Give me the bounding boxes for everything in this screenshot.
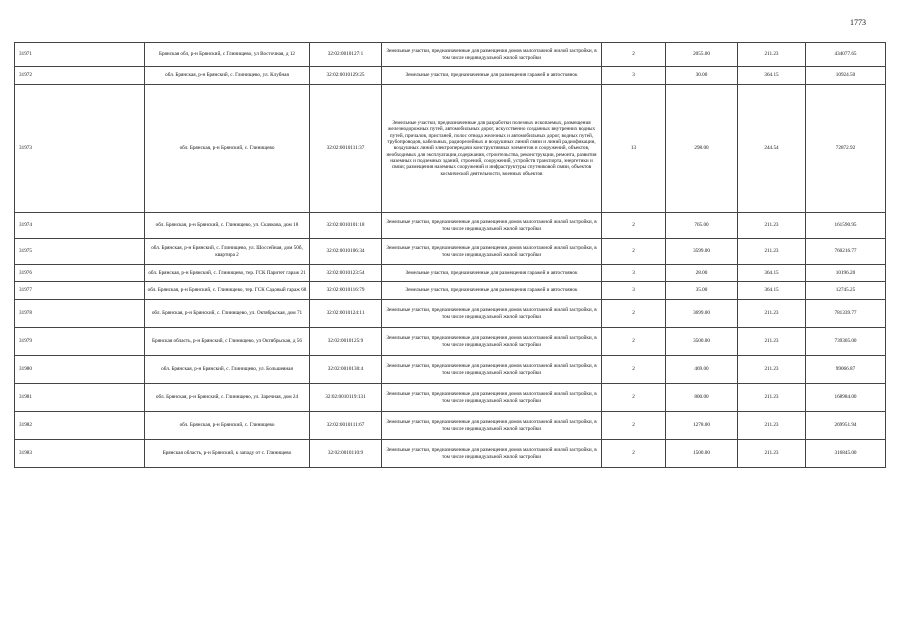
table-row (15, 239, 886, 265)
cell-area: 800.00 (666, 384, 738, 412)
cell-id: 31977 (15, 282, 145, 300)
cell-land-purpose: Земельные участки, предназначенные для размещения гаражей и автостоянок (382, 265, 602, 282)
cell-area: 765.00 (666, 213, 738, 239)
cell-address: обл. Брянская, р-н Брянский, с. Глинищево, ул. Октябрьская, дом 71 (145, 300, 310, 328)
cell-id: 31972 (15, 67, 145, 85)
cell-group: 2 (602, 213, 666, 239)
cell-area: 28.00 (666, 265, 738, 282)
cell-rate: 211.23 (738, 213, 806, 239)
cell-land-purpose: Земельные участки, предназначенные для разработки полезных ископаемых, размещения железнодорожных путей, автомобильных дорог, искусственно созданных внутренних водных путей, причалов, пристаней, полос отвода железных и автомобильных дорог, водных путей, трубопроводов, кабельных, радиорелейных и воздушных линий связи и линий радиофикации, воздушных линий электропередачи конструктивных элементов и сооружений, объектов, необходимых для эксплуатации,содержания, строительства, реконструкции, ремонта, развития наземных и подземных зданий, строений, сооружений, устройств транспорта, энергетики и связи; размещения наземных сооружений и инфраструктуры спутниковой связи, объектов космической деятельности, военных объектов (382, 85, 602, 213)
cell-land-purpose: Земельные участки, предназначенные для размещения домов малоэтажной жилой застройки, в том числе индивидуальной жилой застройки (382, 440, 602, 468)
cell-rate: 244.54 (738, 85, 806, 213)
cell-group: 2 (602, 384, 666, 412)
cell-area: 3500.00 (666, 328, 738, 356)
table-row (15, 213, 886, 239)
cell-address: обл. Брянская, р-н Брянский, с. Глинищево, ул. Заречная, дом 24 (145, 384, 310, 412)
cell-rate: 364.15 (738, 67, 806, 85)
cell-rate: 211.23 (738, 300, 806, 328)
cell-id: 31971 (15, 43, 145, 67)
cell-rate: 211.23 (738, 43, 806, 67)
cell-land-purpose: Земельные участки, предназначенные для размещения домов малоэтажной жилой застройки, в том числе индивидуальной жилой застройки (382, 384, 602, 412)
cell-group: 3 (602, 282, 666, 300)
cell-cadastral-number: 32:02:0010111:37 (310, 85, 382, 213)
cell-id: 31983 (15, 440, 145, 468)
cell-cadastral-number: 32:02:0010127:1 (310, 43, 382, 67)
cell-area: 30.00 (666, 67, 738, 85)
cell-land-purpose: Земельные участки, предназначенные для размещения домов малоэтажной жилой застройки, в том числе индивидуальной жилой застройки (382, 356, 602, 384)
cell-area: 35.00 (666, 282, 738, 300)
cell-id: 31975 (15, 239, 145, 265)
table-row (15, 282, 886, 300)
cell-group: 3 (602, 265, 666, 282)
cell-rate: 211.23 (738, 412, 806, 440)
cell-group: 2 (602, 239, 666, 265)
cell-cadastral-value: 168984.00 (806, 384, 886, 412)
table-row (15, 265, 886, 282)
cell-rate: 211.23 (738, 239, 806, 265)
cell-cadastral-number: 32:02:0010101:18 (310, 213, 382, 239)
cell-cadastral-number: 32:02:0010129:25 (310, 67, 382, 85)
cell-rate: 364.15 (738, 265, 806, 282)
cell-cadastral-number: 32:02:0010125:9 (310, 328, 382, 356)
cell-address: обл. Брянская, р-н Брянский, с. Глинищево, ул. Большевная (145, 356, 310, 384)
cell-id: 31982 (15, 412, 145, 440)
cell-land-purpose: Земельные участки, предназначенные для размещения домов малоэтажной жилой застройки, в том числе индивидуальной жилой застройки (382, 213, 602, 239)
cell-cadastral-number: 32:02:0010130:4 (310, 356, 382, 384)
cell-id: 31976 (15, 265, 145, 282)
cell-area: 2055.00 (666, 43, 738, 67)
cell-address: обл. Брянская, р-н Брянский, с. Глинищево (145, 412, 310, 440)
cell-group: 13 (602, 85, 666, 213)
cell-cadastral-value: 760216.77 (806, 239, 886, 265)
cell-cadastral-number: 32:02:0010106:34 (310, 239, 382, 265)
cell-cadastral-value: 739305.00 (806, 328, 886, 356)
table-row (15, 384, 886, 412)
cell-address: обл. Брянская, р-н Брянский, с. Глинищево, ул. Клубная (145, 67, 310, 85)
cell-land-purpose: Земельные участки, предназначенные для размещения домов малоэтажной жилой застройки, в том числе индивидуальной жилой застройки (382, 43, 602, 67)
cell-rate: 364.15 (738, 282, 806, 300)
cell-group: 2 (602, 440, 666, 468)
cell-land-purpose: Земельные участки, предназначенные для размещения гаражей и автостоянок (382, 282, 602, 300)
cell-cadastral-number: 32:02:0010124:11 (310, 300, 382, 328)
cell-land-purpose: Земельные участки, предназначенные для размещения домов малоэтажной жилой застройки, в том числе индивидуальной жилой застройки (382, 412, 602, 440)
table-row (15, 43, 886, 67)
table-row (15, 412, 886, 440)
page-number: 1773 (850, 18, 866, 27)
table-row (15, 67, 886, 85)
cell-land-purpose: Земельные участки, предназначенные для размещения домов малоэтажной жилой застройки, в том числе индивидуальной жилой застройки (382, 300, 602, 328)
cell-cadastral-number: 32:02:0010123:54 (310, 265, 382, 282)
cell-area: 1278.00 (666, 412, 738, 440)
cell-cadastral-value: 72872.92 (806, 85, 886, 213)
table-row (15, 440, 886, 468)
cell-group: 3 (602, 67, 666, 85)
cell-group: 2 (602, 356, 666, 384)
cell-id: 31978 (15, 300, 145, 328)
cell-area: 3599.00 (666, 239, 738, 265)
cell-id: 31980 (15, 356, 145, 384)
cell-land-purpose: Земельные участки, предназначенные для размещения домов малоэтажной жилой застройки, в том числе индивидуальной жилой застройки (382, 328, 602, 356)
land-registry-table (14, 42, 886, 468)
cell-address: обл. Брянская, р-н Брянский, с. Глинищево, ул. Скачкова, дом 18 (145, 213, 310, 239)
cell-group: 2 (602, 328, 666, 356)
cell-id: 31981 (15, 384, 145, 412)
cell-cadastral-value: 10196.20 (806, 265, 886, 282)
table-row (15, 300, 886, 328)
cell-rate: 211.23 (738, 328, 806, 356)
cell-address: Брянская область, р-н Брянский, с Глинищево, ул Октябрьская, д 56 (145, 328, 310, 356)
cell-cadastral-number: 32:02:0010116:79 (310, 282, 382, 300)
cell-cadastral-value: 10924.50 (806, 67, 886, 85)
table-row (15, 328, 886, 356)
cell-area: 298.00 (666, 85, 738, 213)
cell-address: обл. Брянская, р-н Брянский, с. Глинищево (145, 85, 310, 213)
cell-cadastral-value: 99066.87 (806, 356, 886, 384)
cell-address: Брянская обл, р-н Брянский, с Глинищево, ул Восточная, д 12 (145, 43, 310, 67)
cell-address: обл. Брянская, р-н Брянский, с. Глинищево, тер. ГСК Садовый гараж 68 (145, 282, 310, 300)
cell-address: обл. Брянская, р-н Брянский, с. Глинищево, тер. ГСК Паритет гараж 21 (145, 265, 310, 282)
cell-land-purpose: Земельные участки, предназначенные для размещения гаражей и автостоянок (382, 67, 602, 85)
cell-cadastral-value: 161590.95 (806, 213, 886, 239)
cell-cadastral-number: 32:02:0010119:131 (310, 384, 382, 412)
cell-area: 469.00 (666, 356, 738, 384)
cell-group: 2 (602, 43, 666, 67)
cell-area: 3699.00 (666, 300, 738, 328)
cell-cadastral-value: 434077.65 (806, 43, 886, 67)
cell-area: 1500.00 (666, 440, 738, 468)
cell-address: Брянская область, р-н Брянский, к западу от с. Глинищево (145, 440, 310, 468)
cell-rate: 211.23 (738, 356, 806, 384)
cell-id: 31973 (15, 85, 145, 213)
cell-address: обл. Брянская, р-н Брянский, с. Глинищево, ул. Шоссейная, дом 50б, квартира 2 (145, 239, 310, 265)
cell-cadastral-value: 12745.25 (806, 282, 886, 300)
cell-group: 2 (602, 300, 666, 328)
table-row (15, 85, 886, 213)
table-row (15, 356, 886, 384)
cell-rate: 211.23 (738, 440, 806, 468)
cell-rate: 211.23 (738, 384, 806, 412)
cell-cadastral-value: 269951.94 (806, 412, 886, 440)
cell-cadastral-number: 32:02:0010110:9 (310, 440, 382, 468)
cell-id: 31979 (15, 328, 145, 356)
cell-cadastral-value: 781339.77 (806, 300, 886, 328)
cell-id: 31974 (15, 213, 145, 239)
cell-cadastral-value: 316845.00 (806, 440, 886, 468)
cell-group: 2 (602, 412, 666, 440)
cell-land-purpose: Земельные участки, предназначенные для размещения домов малоэтажной жилой застройки, в том числе индивидуальной жилой застройки (382, 239, 602, 265)
cell-cadastral-number: 32:02:0010111:67 (310, 412, 382, 440)
